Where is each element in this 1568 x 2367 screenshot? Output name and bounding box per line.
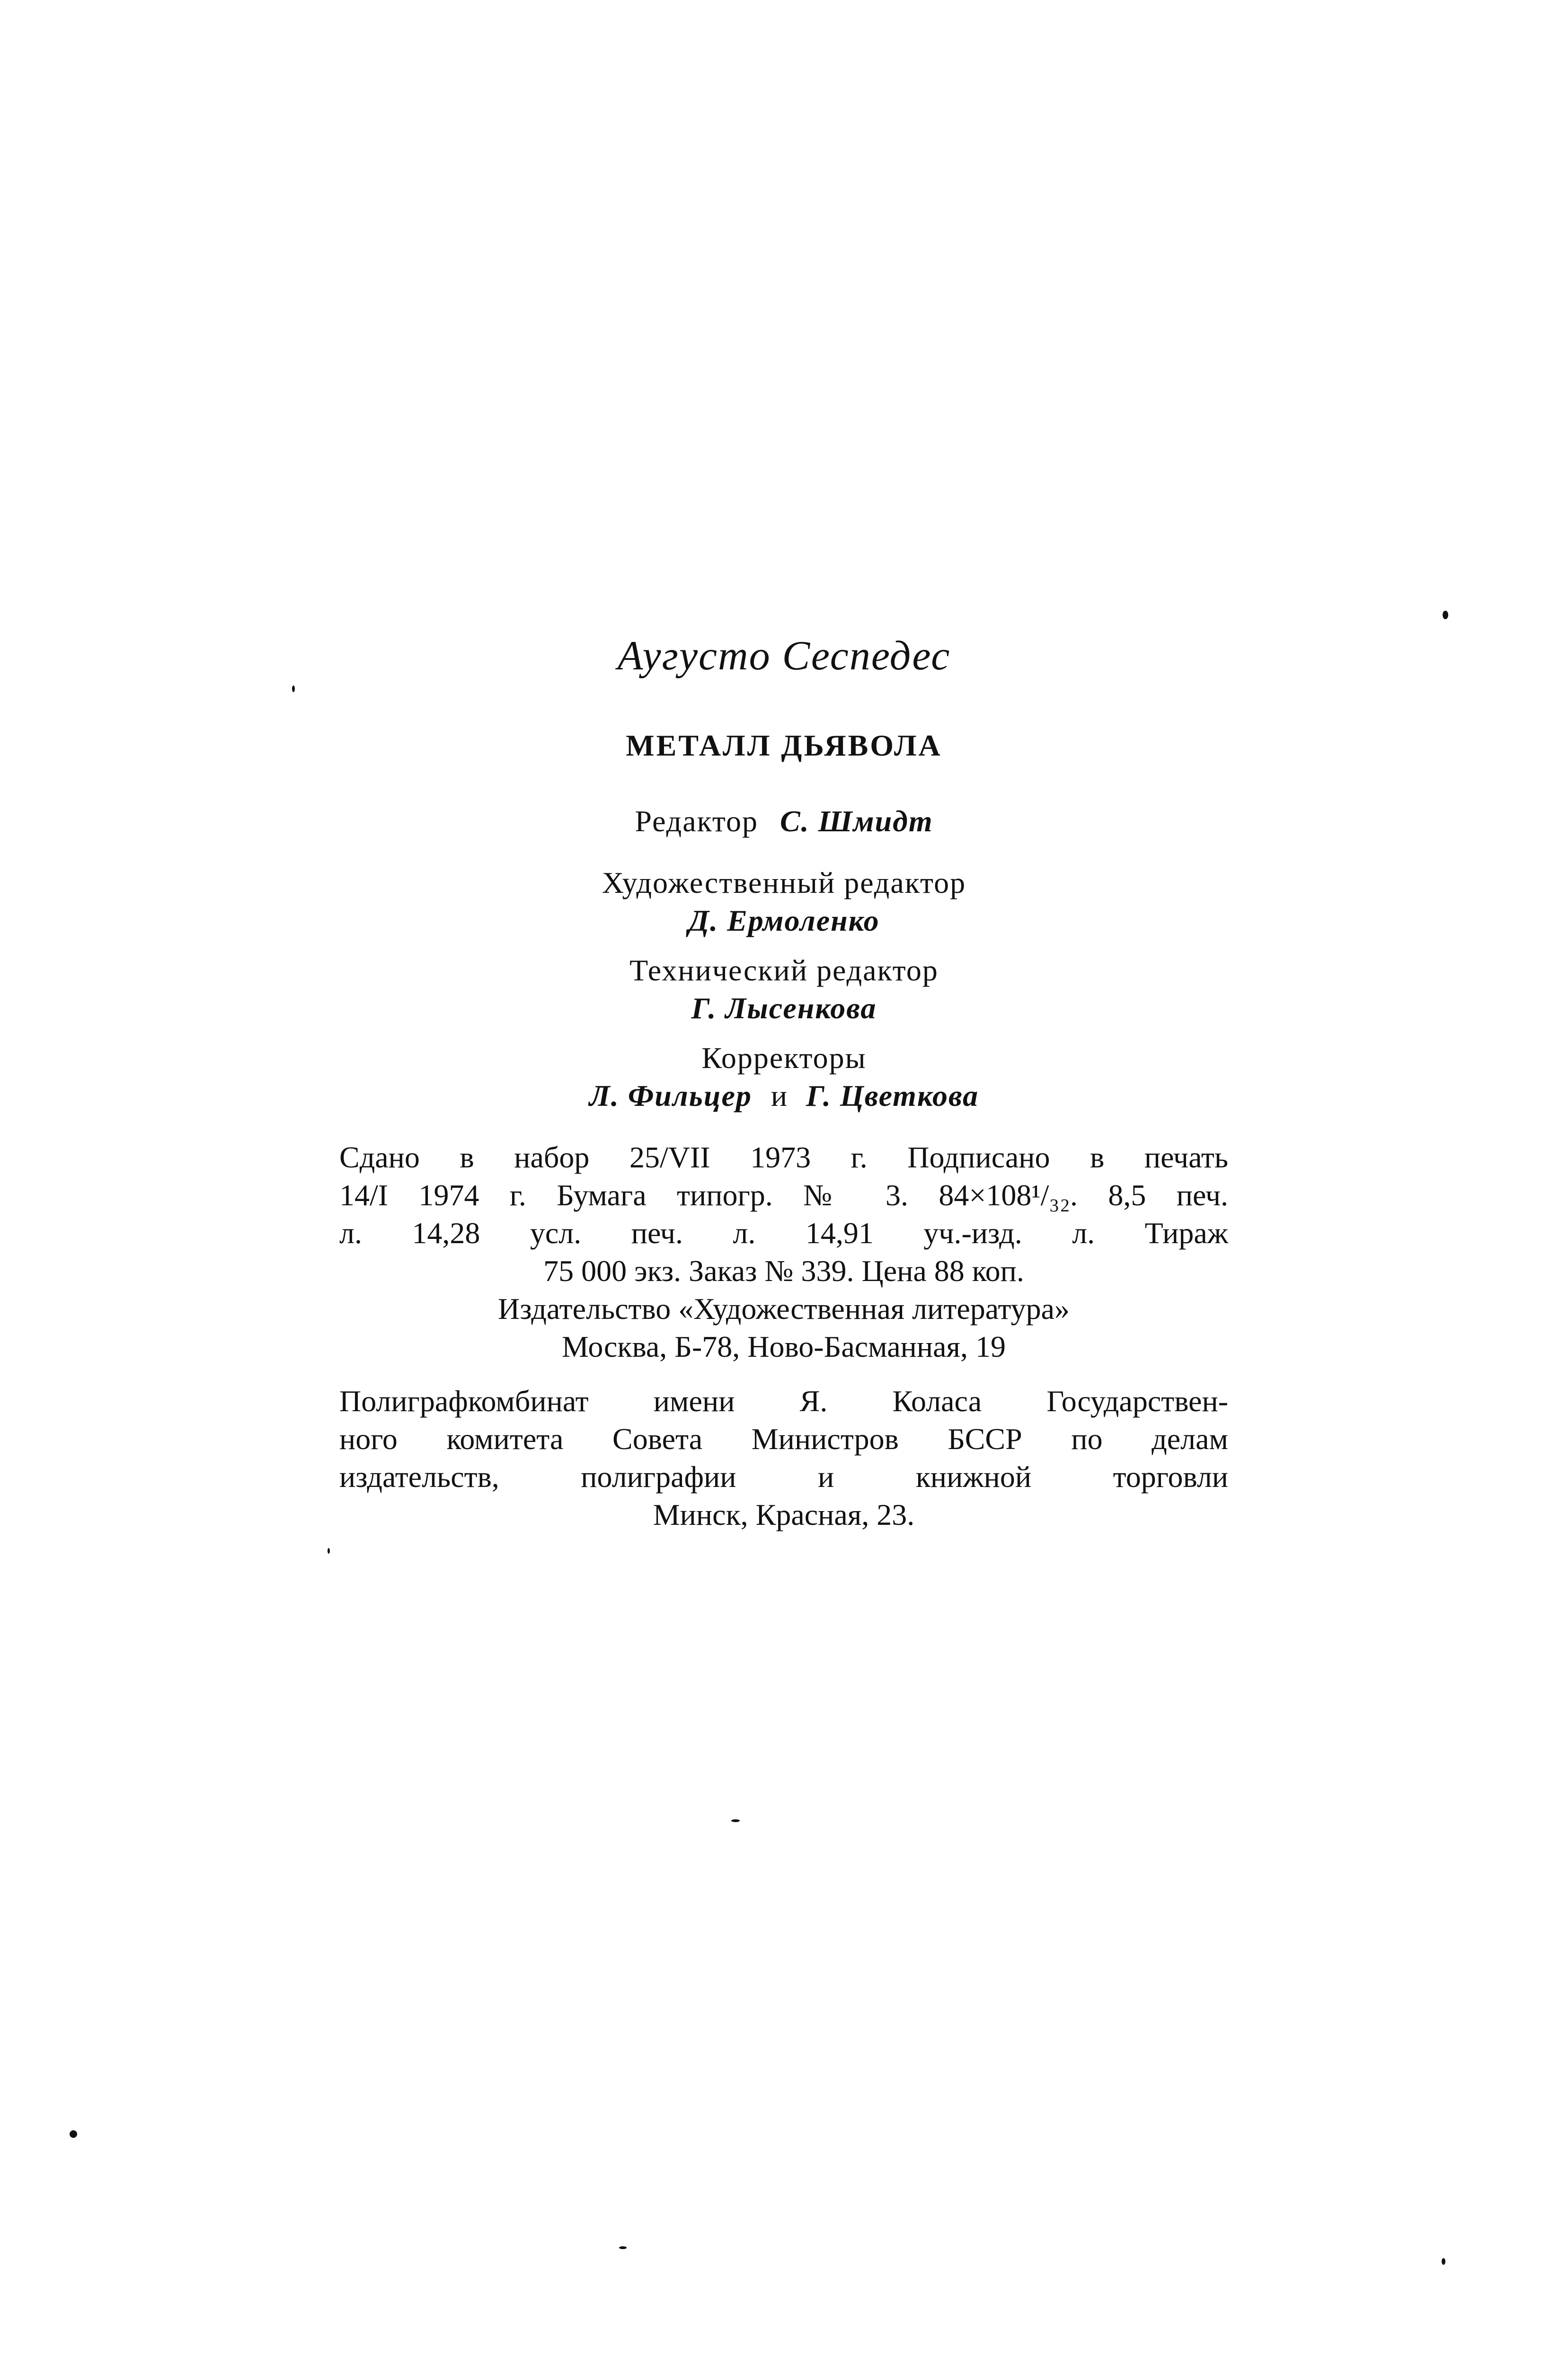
printer-line: ного комитета Совета Министров БССР по делам xyxy=(339,1422,1228,1456)
print-details-line: 14/I 1974 г. Бумага типогр. № 3. 84×108¹/₃₂. 8,5 печ. xyxy=(339,1178,1228,1212)
print-speck xyxy=(1442,2258,1445,2265)
print-details xyxy=(339,1139,1228,1290)
print-details-line: л. 14,28 усл. печ. л. 14,91 уч.-изд. л. Тираж xyxy=(339,1216,1228,1250)
editor-credit xyxy=(0,802,1568,840)
printer-line: издательств, полиграфии и книжной торговли xyxy=(339,1460,1228,1494)
art-editor-role: Художественный редактор xyxy=(602,866,966,899)
print-details-line: Сдано в набор 25/VII 1973 г. Подписано в печать xyxy=(339,1140,1228,1174)
art-editor-name: Д. Ермоленко xyxy=(688,904,880,937)
editor-name: С. Шмидт xyxy=(780,804,933,838)
tech-editor-role: Технический редактор xyxy=(629,953,939,987)
print-speck xyxy=(70,2130,77,2138)
proofreader-name-1: Л. Фильцер xyxy=(589,1079,752,1112)
proofreader-name-2: Г. Цветкова xyxy=(806,1079,979,1112)
author-name: Аугусто Сеспедес xyxy=(617,633,951,679)
print-speck xyxy=(1443,611,1448,619)
print-speck xyxy=(619,2246,627,2249)
print-speck xyxy=(328,1548,330,1554)
printer-line: Полиграфкомбинат имени Я. Коласа Государствен- xyxy=(339,1384,1228,1418)
print-speck xyxy=(292,685,295,692)
publisher-block xyxy=(339,1290,1228,1366)
proofreaders-conjunction: и xyxy=(771,1079,788,1112)
print-speck xyxy=(731,1819,740,1822)
tech-editor-name: Г. Лысенкова xyxy=(691,991,877,1025)
tech-editor-credit xyxy=(0,952,1568,1027)
printer-block xyxy=(339,1382,1228,1534)
book-title: МЕТАЛЛ ДЬЯВОЛА xyxy=(626,729,942,762)
publisher-address: Москва, Б-78, Ново-Басманная, 19 xyxy=(562,1330,1006,1363)
print-details-line: 75 000 экз. Заказ № 339. Цена 88 коп. xyxy=(543,1254,1024,1288)
publisher-name: Издательство «Художественная литература» xyxy=(497,1292,1070,1326)
proofreaders-role: Корректоры xyxy=(701,1041,867,1075)
editor-role: Редактор xyxy=(635,804,758,838)
printer-line: Минск, Красная, 23. xyxy=(653,1498,915,1531)
proofreaders-credit xyxy=(0,1039,1568,1115)
art-editor-credit xyxy=(0,864,1568,940)
